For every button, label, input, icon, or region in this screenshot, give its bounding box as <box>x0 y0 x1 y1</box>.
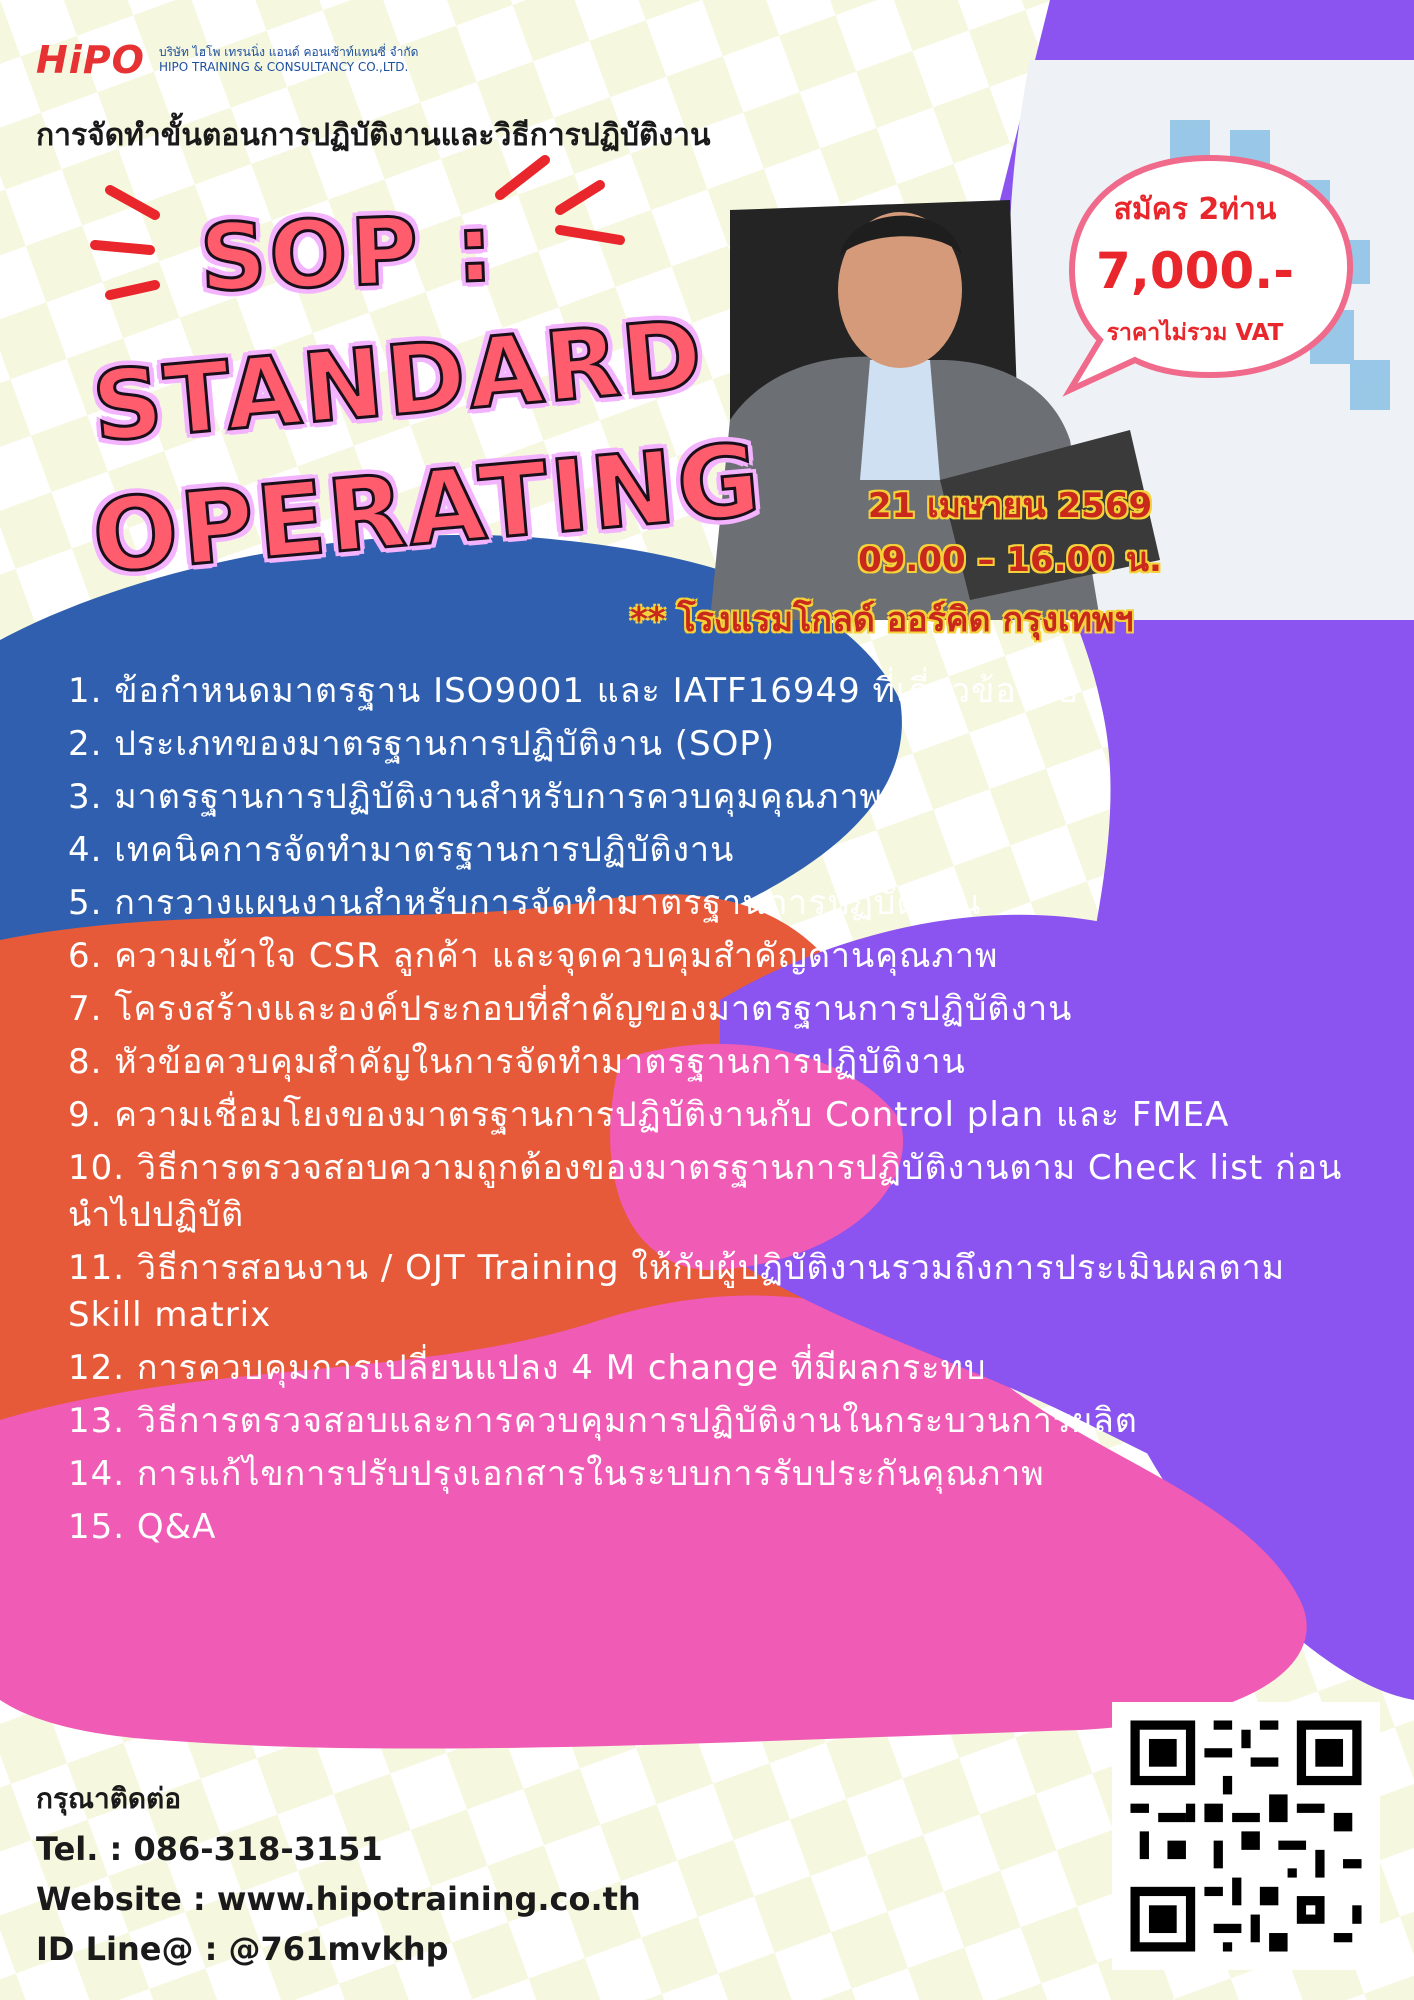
topic-item: 9. ความเชื่อมโยงของมาตรฐานการปฏิบัติงานกับ Control plan และ FMEA <box>68 1095 1230 1135</box>
logo-mark: HiPO <box>36 38 145 82</box>
title-line-3: OPERATING <box>88 420 768 597</box>
company-name <box>159 45 418 75</box>
course-topics <box>68 668 1368 1557</box>
topic-item: 3. มาตรฐานการปฏิบัติงานสำหรับการควบคุมคุณภาพ <box>68 777 883 817</box>
topic-item: 11. วิธีการสอนงาน / OJT Training ให้กับผู้ปฏิบัติงานรวมถึงการประเมินผลตาม Skill matrix <box>68 1248 1286 1335</box>
course-subtitle: การจัดทำขั้นตอนการปฏิบัติงานและวิธีการปฏิบัติงาน <box>36 118 711 153</box>
topic-item: 4. เทคนิคการจัดทำมาตรฐานการปฏิบัติงาน <box>68 830 735 870</box>
contact-block <box>36 1774 641 1974</box>
topic-item: 14. การแก้ไขการปรับปรุงเอกสารในระบบการรับประกันคุณภาพ <box>68 1454 1045 1494</box>
event-time: 09.00 – 16.00 น. <box>858 540 1162 580</box>
company-logo <box>36 38 418 82</box>
promo-price: 7,000.- <box>1096 242 1294 300</box>
topic-item: 1. ข้อกำหนดมาตรฐาน ISO9001 และ IATF16949 ที่เกี่ยวข้องกับ <box>68 671 1079 711</box>
topic-item: 8. หัวข้อควบคุมสำคัญในการจัดทำมาตรฐานการปฏิบัติงาน <box>68 1042 966 1082</box>
topic-item: 10. วิธีการตรวจสอบความถูกต้องของมาตรฐานการปฏิบัติงานตาม Check list ก่อนนำไปปฏิบัติ <box>68 1148 1343 1235</box>
company-name-en: HIPO TRAINING & CONSULTANCY CO.,LTD. <box>158 60 409 74</box>
topic-item: 5. การวางแผนงานสำหรับการจัดทำมาตรฐานการปฏิบัติงาน <box>68 883 982 923</box>
promo-note: ราคาไม่รวม VAT <box>1106 320 1284 346</box>
contact-website[interactable]: Website : www.hipotraining.co.th <box>36 1880 641 1918</box>
qr-code[interactable] <box>1112 1702 1380 1970</box>
title-line-2: STANDARD <box>88 298 710 464</box>
contact-tel[interactable]: Tel. : 086-318-3151 <box>36 1830 383 1868</box>
topic-item: 2. ประเภทของมาตรฐานการปฏิบัติงาน (SOP) <box>68 724 776 764</box>
topic-item: 12. การควบคุมการเปลี่ยนแปลง 4 M change ที่มีผลกระทบ <box>68 1348 987 1388</box>
contact-heading: กรุณาติดต่อ <box>36 1782 182 1815</box>
promo-line: สมัคร 2ท่าน <box>1113 192 1277 227</box>
topic-item: 13. วิธีการตรวจสอบและการควบคุมการปฏิบัติงานในกระบวนการผลิต <box>68 1401 1138 1441</box>
event-date: 21 เมษายน 2569 <box>867 486 1153 526</box>
topic-item: 6. ความเข้าใจ CSR ลูกค้า และจุดควบคุมสำคัญด้านคุณภาพ <box>68 936 999 976</box>
company-name-th: บริษัท ไฮโพ เทรนนิ่ง แอนด์ คอนเซ้าท์แทนซี่ จำกัด <box>158 45 419 59</box>
title-line-1: SOP : <box>198 194 498 313</box>
contact-line-id[interactable]: ID Line@ : @761mvkhp <box>36 1930 449 1968</box>
event-venue: ** โรงแรมโกลด์ ออร์คิด กรุงเทพฯ <box>630 600 1134 640</box>
topic-item: 15. Q&A <box>68 1507 217 1547</box>
topic-item: 7. โครงสร้างและองค์ประกอบที่สำคัญของมาตรฐานการปฏิบัติงาน <box>68 989 1073 1029</box>
